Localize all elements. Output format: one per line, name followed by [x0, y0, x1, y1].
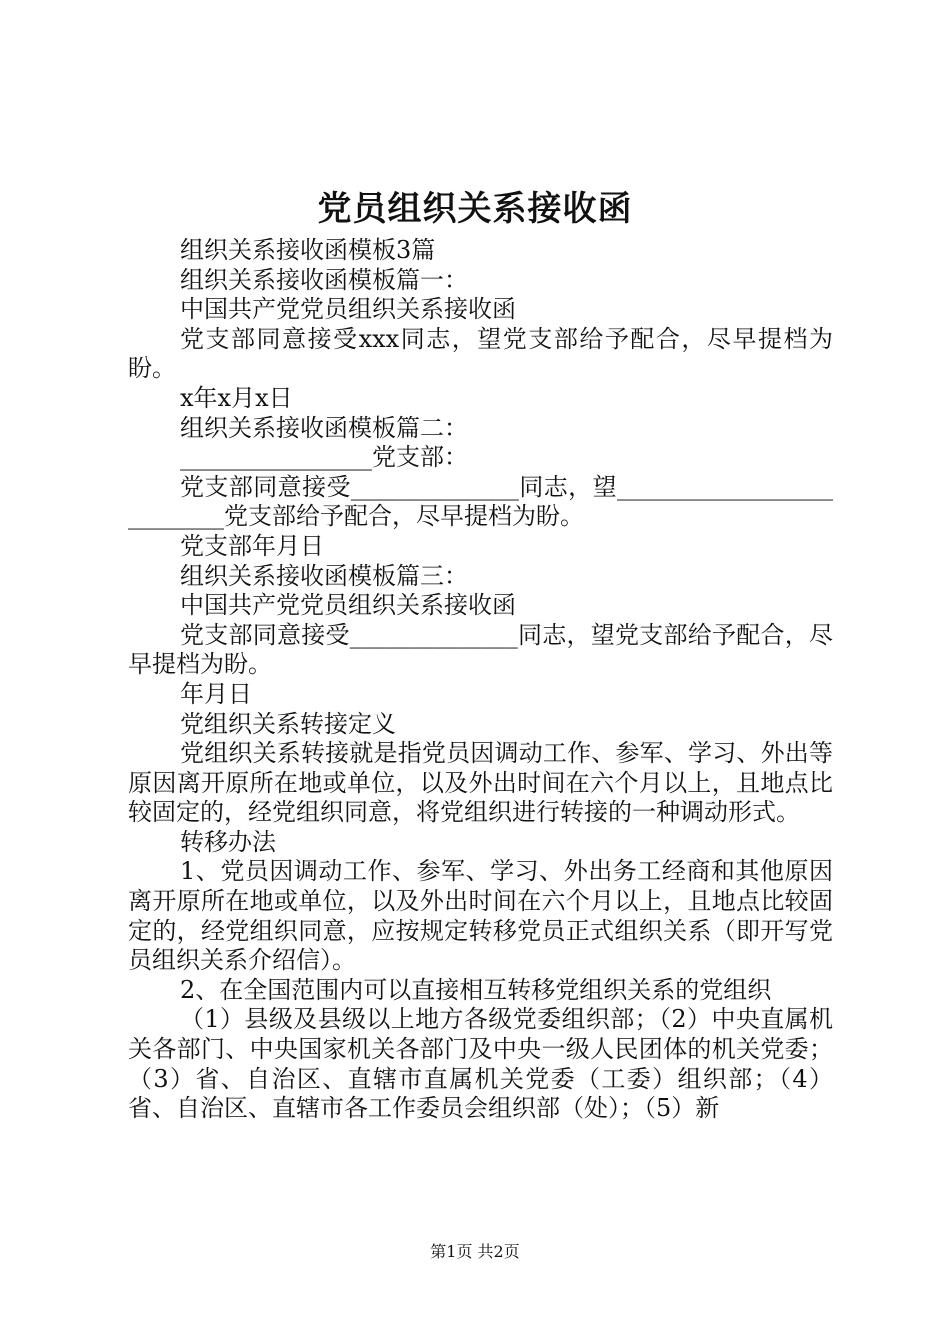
paragraph: 党支部同意接受______________同志，望__________________________党支部给予配合，尽早提档为盼。 [128, 472, 833, 531]
paragraph: x年x月x日 [180, 383, 293, 412]
paragraph: 2、在全国范围内可以直接相互转移党组织关系的党组织 [180, 975, 772, 1004]
paragraph: 中国共产党党员组织关系接收函 [180, 591, 516, 620]
page-footer: 第1页 共2页 [430, 1242, 520, 1261]
paragraph: 党支部年月日 [180, 531, 324, 560]
paragraph: 党支部同意接受______________同志，望党支部给予配合，尽早提档为盼。 [128, 620, 833, 679]
paragraph: 中国共产党党员组织关系接收函 [180, 295, 516, 324]
paragraph: 党支部同意接受xxx同志，望党支部给予配合，尽早提档为盼。 [128, 324, 833, 383]
paragraph: 党组织关系转接定义 [180, 709, 396, 738]
document-body [128, 236, 833, 1124]
paragraph: 组织关系接收函模板3篇 [180, 236, 436, 264]
paragraph: 1、党员因调动工作、参军、学习、外出务工经商和其他原因离开原所在地或单位，以及外出时间在六个月以上，且地点比较固定的，经党组织同意，应按规定转移党员正式组织关系（即开写党员组织关系介绍信）。 [128, 857, 833, 975]
paragraph: 党组织关系转接就是指党员因调动工作、参军、学习、外出等原因离开原所在地或单位，以及外出时间在六个月以上，且地点比较固定的，经党组织同意，将党组织进行转接的一种调动形式。 [128, 739, 833, 827]
paragraph: 组织关系接收函模板篇二： [180, 413, 468, 442]
paragraph: （1）县级及县级以上地方各级党委组织部；（2）中央直属机关各部门、中央国家机关各部门及中央一级人民团体的机关党委；（3）省、自治区、直辖市直属机关党委（工委）组织部；（4）省、自治区、直辖市各工作委员会组织部（处）；（5）新 [128, 1005, 833, 1123]
paragraph: ________________党支部： [180, 443, 468, 472]
paragraph: 年月日 [180, 679, 252, 708]
paragraph: 组织关系接收函模板篇三： [180, 561, 468, 590]
document-title: 党员组织关系接收函 [317, 189, 633, 229]
paragraph: 组织关系接收函模板篇一： [180, 265, 468, 294]
paragraph: 转移办法 [180, 827, 276, 856]
